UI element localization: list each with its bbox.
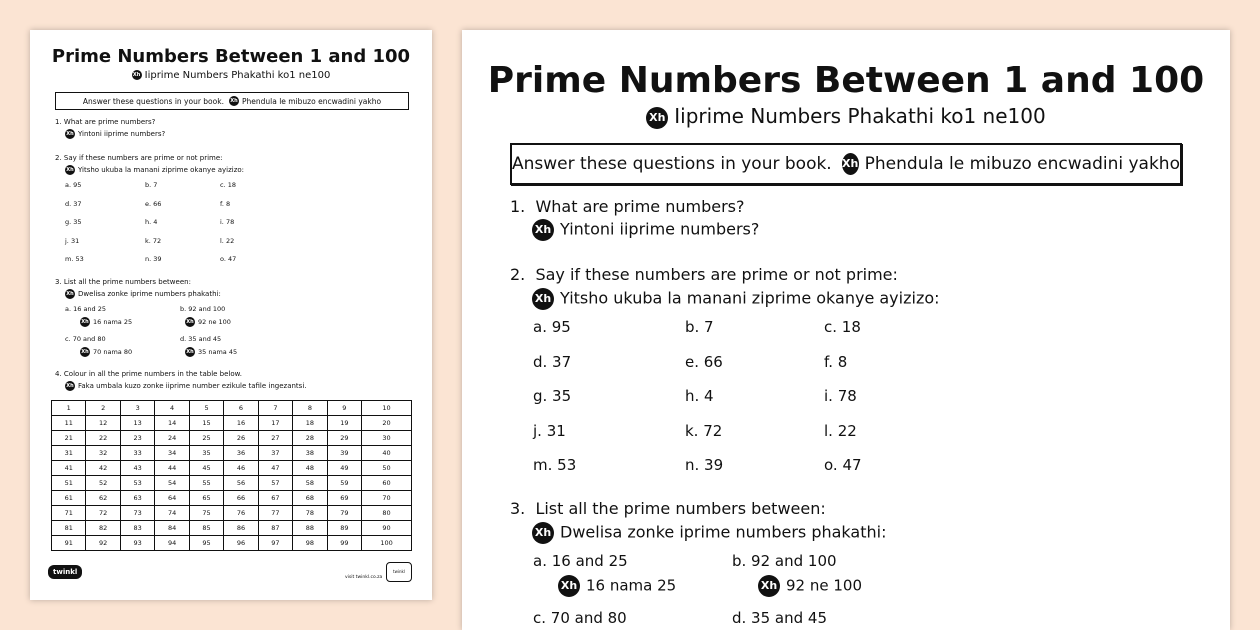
question-2: 2. Say if these numbers are prime or not prime:: [510, 265, 898, 284]
q2-item: d. 37: [533, 352, 572, 371]
q2-item: e. 66: [685, 352, 723, 371]
preview-q3-item-xh: Xh 16 nama 25: [81, 318, 133, 326]
q2-item: g. 35: [533, 387, 572, 405]
worksheet-zoomed: [462, 30, 1230, 630]
preview-q2-item: b. 7: [145, 181, 158, 189]
grid-cell: 53: [120, 476, 154, 491]
grid-cell: 96: [224, 536, 258, 551]
grid-row: [52, 536, 412, 551]
grid-cell: 55: [189, 476, 223, 491]
grid-cell: 72: [86, 506, 120, 521]
grid-cell: 70: [362, 491, 412, 506]
preview-q1: 1. What are prime numbers?: [55, 118, 156, 126]
q3-item-b: b. 92 and 100: [732, 552, 837, 570]
grid-cell: 86: [224, 521, 258, 536]
grid-row: [52, 521, 412, 536]
grid-cell: 36: [224, 446, 258, 461]
instruction-box: Answer these questions in your book. Xh Phendula le mibuzo encwadini yakho: [510, 143, 1182, 185]
grid-cell: 54: [155, 476, 189, 491]
preview-q2-item: a. 95: [65, 181, 82, 189]
grid-row: [52, 416, 412, 431]
preview-q3-item-xh: Xh 70 nama 80: [81, 348, 133, 356]
grid-cell: 98: [293, 536, 327, 551]
preview-q1-xh: Xh Yintoni iiprime numbers?: [66, 130, 166, 138]
preview-subtitle: Xh Iiprime Numbers Phakathi ko1 ne100: [132, 70, 331, 81]
grid-cell: 38: [293, 446, 327, 461]
xhosa-badge-icon: Xh: [532, 288, 554, 310]
grid-cell: 83: [120, 521, 154, 536]
question-1-xh: Xh Yintoni iiprime numbers?: [532, 219, 759, 241]
grid-cell: 14: [155, 416, 189, 431]
grid-cell: 75: [189, 506, 223, 521]
grid-cell: 82: [86, 521, 120, 536]
grid-cell: 21: [52, 431, 86, 446]
grid-cell: 81: [52, 521, 86, 536]
grid-cell: 97: [258, 536, 292, 551]
preview-instruction-box: Answer these questions in your book. Xh Phendula le mibuzo encwadini yakho: [55, 92, 409, 110]
xhosa-badge-icon: Xh: [532, 219, 554, 241]
grid-row: [52, 461, 412, 476]
preview-q2: 2. Say if these numbers are prime or not prime:: [55, 154, 223, 162]
q2-item: a. 95: [533, 318, 571, 336]
preview-q2-item: g. 35: [65, 218, 82, 226]
preview-q2-item: j. 31: [65, 236, 80, 245]
grid-cell: 58: [293, 476, 327, 491]
grid-cell: 73: [120, 506, 154, 521]
preview-q2-item: f. 8: [220, 199, 231, 208]
preview-q2-item: h. 4: [145, 218, 158, 226]
grid-cell: 43: [120, 461, 154, 476]
grid-cell: 37: [258, 446, 292, 461]
grid-cell: 29: [327, 431, 361, 446]
preview-q2-item: e. 66: [145, 199, 162, 208]
xhosa-badge-icon: Xh: [66, 131, 74, 137]
q3-item-c: c. 70 and 80: [533, 609, 627, 627]
grid-cell: 30: [362, 431, 412, 446]
question-3-xh: Xh Dwelisa zonke iprime numbers phakathi:: [532, 522, 886, 544]
grid-cell: 19: [327, 416, 361, 431]
preview-q3-item: d. 35 and 45: [180, 335, 222, 343]
xhosa-badge-icon: Xh: [66, 167, 74, 173]
xhosa-badge-icon: Xh: [186, 319, 194, 325]
question-3: 3. List all the prime numbers between:: [510, 499, 826, 518]
grid-cell: 11: [52, 416, 86, 431]
grid-cell: 71: [52, 506, 86, 521]
xhosa-badge-icon: Xh: [66, 383, 74, 389]
preview-q2-item: m. 53: [65, 255, 84, 263]
preview-q3: 3. List all the prime numbers between:: [55, 278, 191, 286]
grid-cell: 23: [120, 431, 154, 446]
preview-q2-item: o. 47: [220, 255, 237, 263]
grid-cell: 18: [293, 416, 327, 431]
grid-row: [52, 491, 412, 506]
grid-cell: 4: [155, 401, 189, 416]
grid-row: [52, 431, 412, 446]
grid-cell: 59: [327, 476, 361, 491]
grid-cell: 95: [189, 536, 223, 551]
q3-item-a-xh: Xh 16 nama 25: [558, 575, 676, 597]
preview-q2-item: i. 78: [220, 218, 235, 226]
preview-q2-item: n. 39: [145, 255, 162, 263]
preview-q3-item: a. 16 and 25: [65, 305, 107, 313]
grid-cell: 35: [189, 446, 223, 461]
grid-cell: 69: [327, 491, 361, 506]
hundred-square-table: [51, 400, 412, 551]
grid-cell: 63: [120, 491, 154, 506]
grid-cell: 7: [258, 401, 292, 416]
grid-cell: 42: [86, 461, 120, 476]
xhosa-badge-icon: Xh: [66, 291, 74, 297]
grid-cell: 32: [86, 446, 120, 461]
q3-item-d: d. 35 and 45: [732, 609, 827, 627]
preview-q2-item: c. 18: [220, 181, 236, 189]
preview-q2-item: l. 22: [220, 236, 235, 245]
grid-cell: 92: [86, 536, 120, 551]
grid-cell: 49: [327, 461, 361, 476]
grid-cell: 89: [327, 521, 361, 536]
grid-cell: 20: [362, 416, 412, 431]
grid-cell: 67: [258, 491, 292, 506]
grid-row: [52, 446, 412, 461]
grid-cell: 31: [52, 446, 86, 461]
grid-cell: 15: [189, 416, 223, 431]
grid-cell: 34: [155, 446, 189, 461]
footer-url: visit twinkl.co.za: [345, 575, 383, 580]
grid-cell: 88: [293, 521, 327, 536]
xhosa-badge-icon: Xh: [842, 153, 859, 175]
grid-cell: 64: [155, 491, 189, 506]
preview-q3-item: b. 92 and 100: [180, 305, 226, 313]
grid-cell: 33: [120, 446, 154, 461]
q2-item: c. 18: [824, 318, 861, 336]
grid-cell: 48: [293, 461, 327, 476]
preview-q4: 4. Colour in all the prime numbers in the table below.: [55, 370, 242, 378]
grid-cell: 13: [120, 416, 154, 431]
grid-cell: 68: [293, 491, 327, 506]
grid-cell: 80: [362, 506, 412, 521]
footer-badge: twinkl: [386, 562, 412, 582]
xhosa-badge-icon: Xh: [758, 575, 780, 597]
grid-cell: 1: [52, 401, 86, 416]
grid-cell: 76: [224, 506, 258, 521]
preview-q2-xh: Xh Yitsho ukuba la manani ziprime okanye ayizizo:: [66, 166, 245, 174]
grid-cell: 24: [155, 431, 189, 446]
grid-cell: 10: [362, 401, 412, 416]
grid-cell: 79: [327, 506, 361, 521]
grid-cell: 12: [86, 416, 120, 431]
grid-cell: 85: [189, 521, 223, 536]
grid-cell: 16: [224, 416, 258, 431]
grid-cell: 45: [189, 461, 223, 476]
grid-cell: 61: [52, 491, 86, 506]
question-2-xh: Xh Yitsho ukuba la manani ziprime okanye ayizizo:: [532, 288, 940, 310]
preview-title: Prime Numbers Between 1 and 100: [51, 46, 411, 67]
grid-cell: 25: [189, 431, 223, 446]
grid-cell: 99: [327, 536, 361, 551]
q2-item: h. 4: [685, 387, 714, 405]
grid-cell: 52: [86, 476, 120, 491]
grid-cell: 2: [86, 401, 120, 416]
grid-cell: 26: [224, 431, 258, 446]
grid-cell: 40: [362, 446, 412, 461]
grid-cell: 74: [155, 506, 189, 521]
grid-cell: 8: [293, 401, 327, 416]
grid-cell: 51: [52, 476, 86, 491]
preview-q3-xh: Xh Dwelisa zonke iprime numbers phakathi:: [66, 290, 221, 298]
xhosa-badge-icon: Xh: [230, 98, 238, 104]
q2-item: m. 53: [533, 456, 577, 474]
preview-q3-item: c. 70 and 80: [65, 335, 106, 343]
grid-cell: 84: [155, 521, 189, 536]
preview-q2-item: d. 37: [65, 199, 82, 208]
twinkl-logo: twinkl: [48, 565, 82, 579]
grid-cell: 41: [52, 461, 86, 476]
grid-row: [52, 506, 412, 521]
grid-cell: 46: [224, 461, 258, 476]
preview-q2-item: k. 72: [145, 236, 162, 245]
grid-cell: 28: [293, 431, 327, 446]
q2-item: o. 47: [824, 456, 862, 474]
grid-cell: 87: [258, 521, 292, 536]
grid-cell: 62: [86, 491, 120, 506]
grid-cell: 5: [189, 401, 223, 416]
grid-cell: 9: [327, 401, 361, 416]
q2-item: j. 31: [533, 421, 566, 440]
grid-cell: 65: [189, 491, 223, 506]
q2-item: k. 72: [685, 421, 723, 440]
q3-item-a: a. 16 and 25: [533, 552, 628, 570]
grid-cell: 60: [362, 476, 412, 491]
q2-item: i. 78: [824, 387, 857, 405]
grid-cell: 22: [86, 431, 120, 446]
grid-cell: 77: [258, 506, 292, 521]
grid-cell: 27: [258, 431, 292, 446]
xhosa-badge-icon: Xh: [81, 319, 89, 325]
grid-cell: 56: [224, 476, 258, 491]
grid-cell: 47: [258, 461, 292, 476]
q2-item: f. 8: [824, 352, 848, 371]
grid-cell: 78: [293, 506, 327, 521]
grid-cell: 91: [52, 536, 86, 551]
q2-item: l. 22: [824, 421, 857, 440]
grid-cell: 94: [155, 536, 189, 551]
grid-cell: 50: [362, 461, 412, 476]
xhosa-badge-icon: Xh: [81, 349, 89, 355]
grid-cell: 90: [362, 521, 412, 536]
xhosa-badge-icon: Xh: [558, 575, 580, 597]
grid-cell: 3: [120, 401, 154, 416]
grid-row: [52, 401, 412, 416]
preview-q4-xh: Xh Faka umbala kuzo zonke iiprime number ezikule tafile ingezantsi.: [66, 382, 307, 390]
grid-cell: 100: [362, 536, 412, 551]
xhosa-badge-icon: Xh: [132, 72, 141, 78]
q3-item-b-xh: Xh 92 ne 100: [758, 575, 862, 597]
page-title: Prime Numbers Between 1 and 100: [487, 60, 1205, 101]
page-subtitle: Xh Iiprime Numbers Phakathi ko1 ne100: [462, 104, 1230, 129]
question-1: 1. What are prime numbers?: [510, 197, 745, 216]
grid-cell: 17: [258, 416, 292, 431]
grid-cell: 57: [258, 476, 292, 491]
preview-q3-item-xh: Xh 92 ne 100: [186, 318, 231, 326]
q2-item: b. 7: [685, 318, 714, 336]
grid-cell: 6: [224, 401, 258, 416]
xhosa-badge-icon: Xh: [532, 522, 554, 544]
xhosa-badge-icon: Xh: [186, 349, 194, 355]
grid-row: [52, 476, 412, 491]
grid-cell: 39: [327, 446, 361, 461]
grid-cell: 93: [120, 536, 154, 551]
worksheet-preview-small: [30, 30, 432, 600]
grid-cell: 44: [155, 461, 189, 476]
xhosa-badge-icon: Xh: [646, 107, 668, 129]
preview-q3-item-xh: Xh 35 nama 45: [186, 348, 238, 356]
grid-cell: 66: [224, 491, 258, 506]
q2-item: n. 39: [685, 456, 724, 474]
